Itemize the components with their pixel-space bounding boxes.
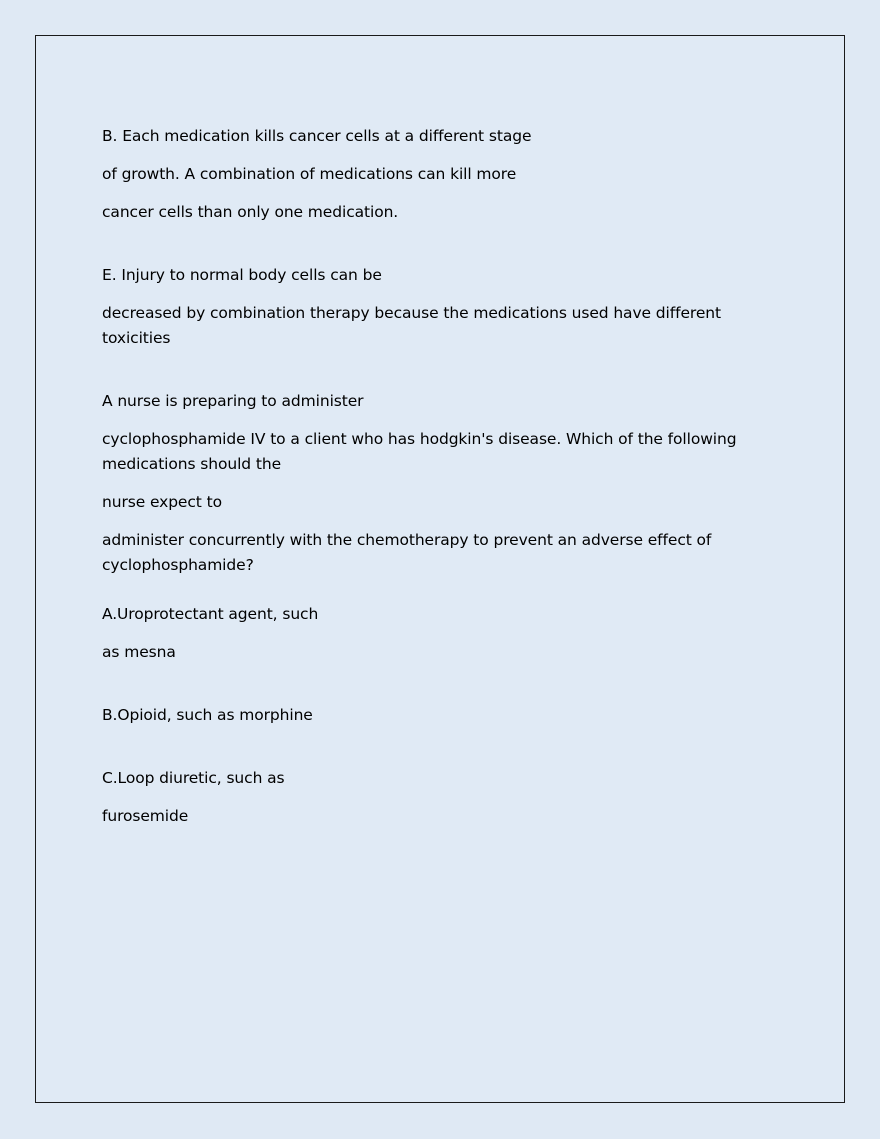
option-a-line-1: A.Uroprotectant agent, such <box>102 605 319 623</box>
document-body <box>102 124 752 842</box>
answer-b-line-3: cancer cells than only one medication. <box>102 203 399 221</box>
answer-e-line-2: decreased by combination therapy because the medications used have different toxicities <box>102 304 721 347</box>
answer-b-line-2: of growth. A combination of medications can kill more <box>102 165 517 183</box>
option-c-line-2: furosemide <box>102 807 189 825</box>
answer-b-line-1: B. Each medication kills cancer cells at a different stage <box>102 127 532 145</box>
option-c-line-1: C.Loop diuretic, such as <box>102 769 285 787</box>
option-a-line-2: as mesna <box>102 643 176 661</box>
question-line-3: nurse expect to <box>102 493 222 511</box>
question-line-4: administer concurrently with the chemotherapy to prevent an adverse effect of cyclophosphamide? <box>102 531 712 574</box>
answer-e-line-1: E. Injury to normal body cells can be <box>102 266 382 284</box>
option-b: B.Opioid, such as morphine <box>102 706 313 724</box>
question-line-2: cyclophosphamide IV to a client who has hodgkin's disease. Which of the following medications should the <box>102 430 737 473</box>
question-line-1: A nurse is preparing to administer <box>102 392 364 410</box>
